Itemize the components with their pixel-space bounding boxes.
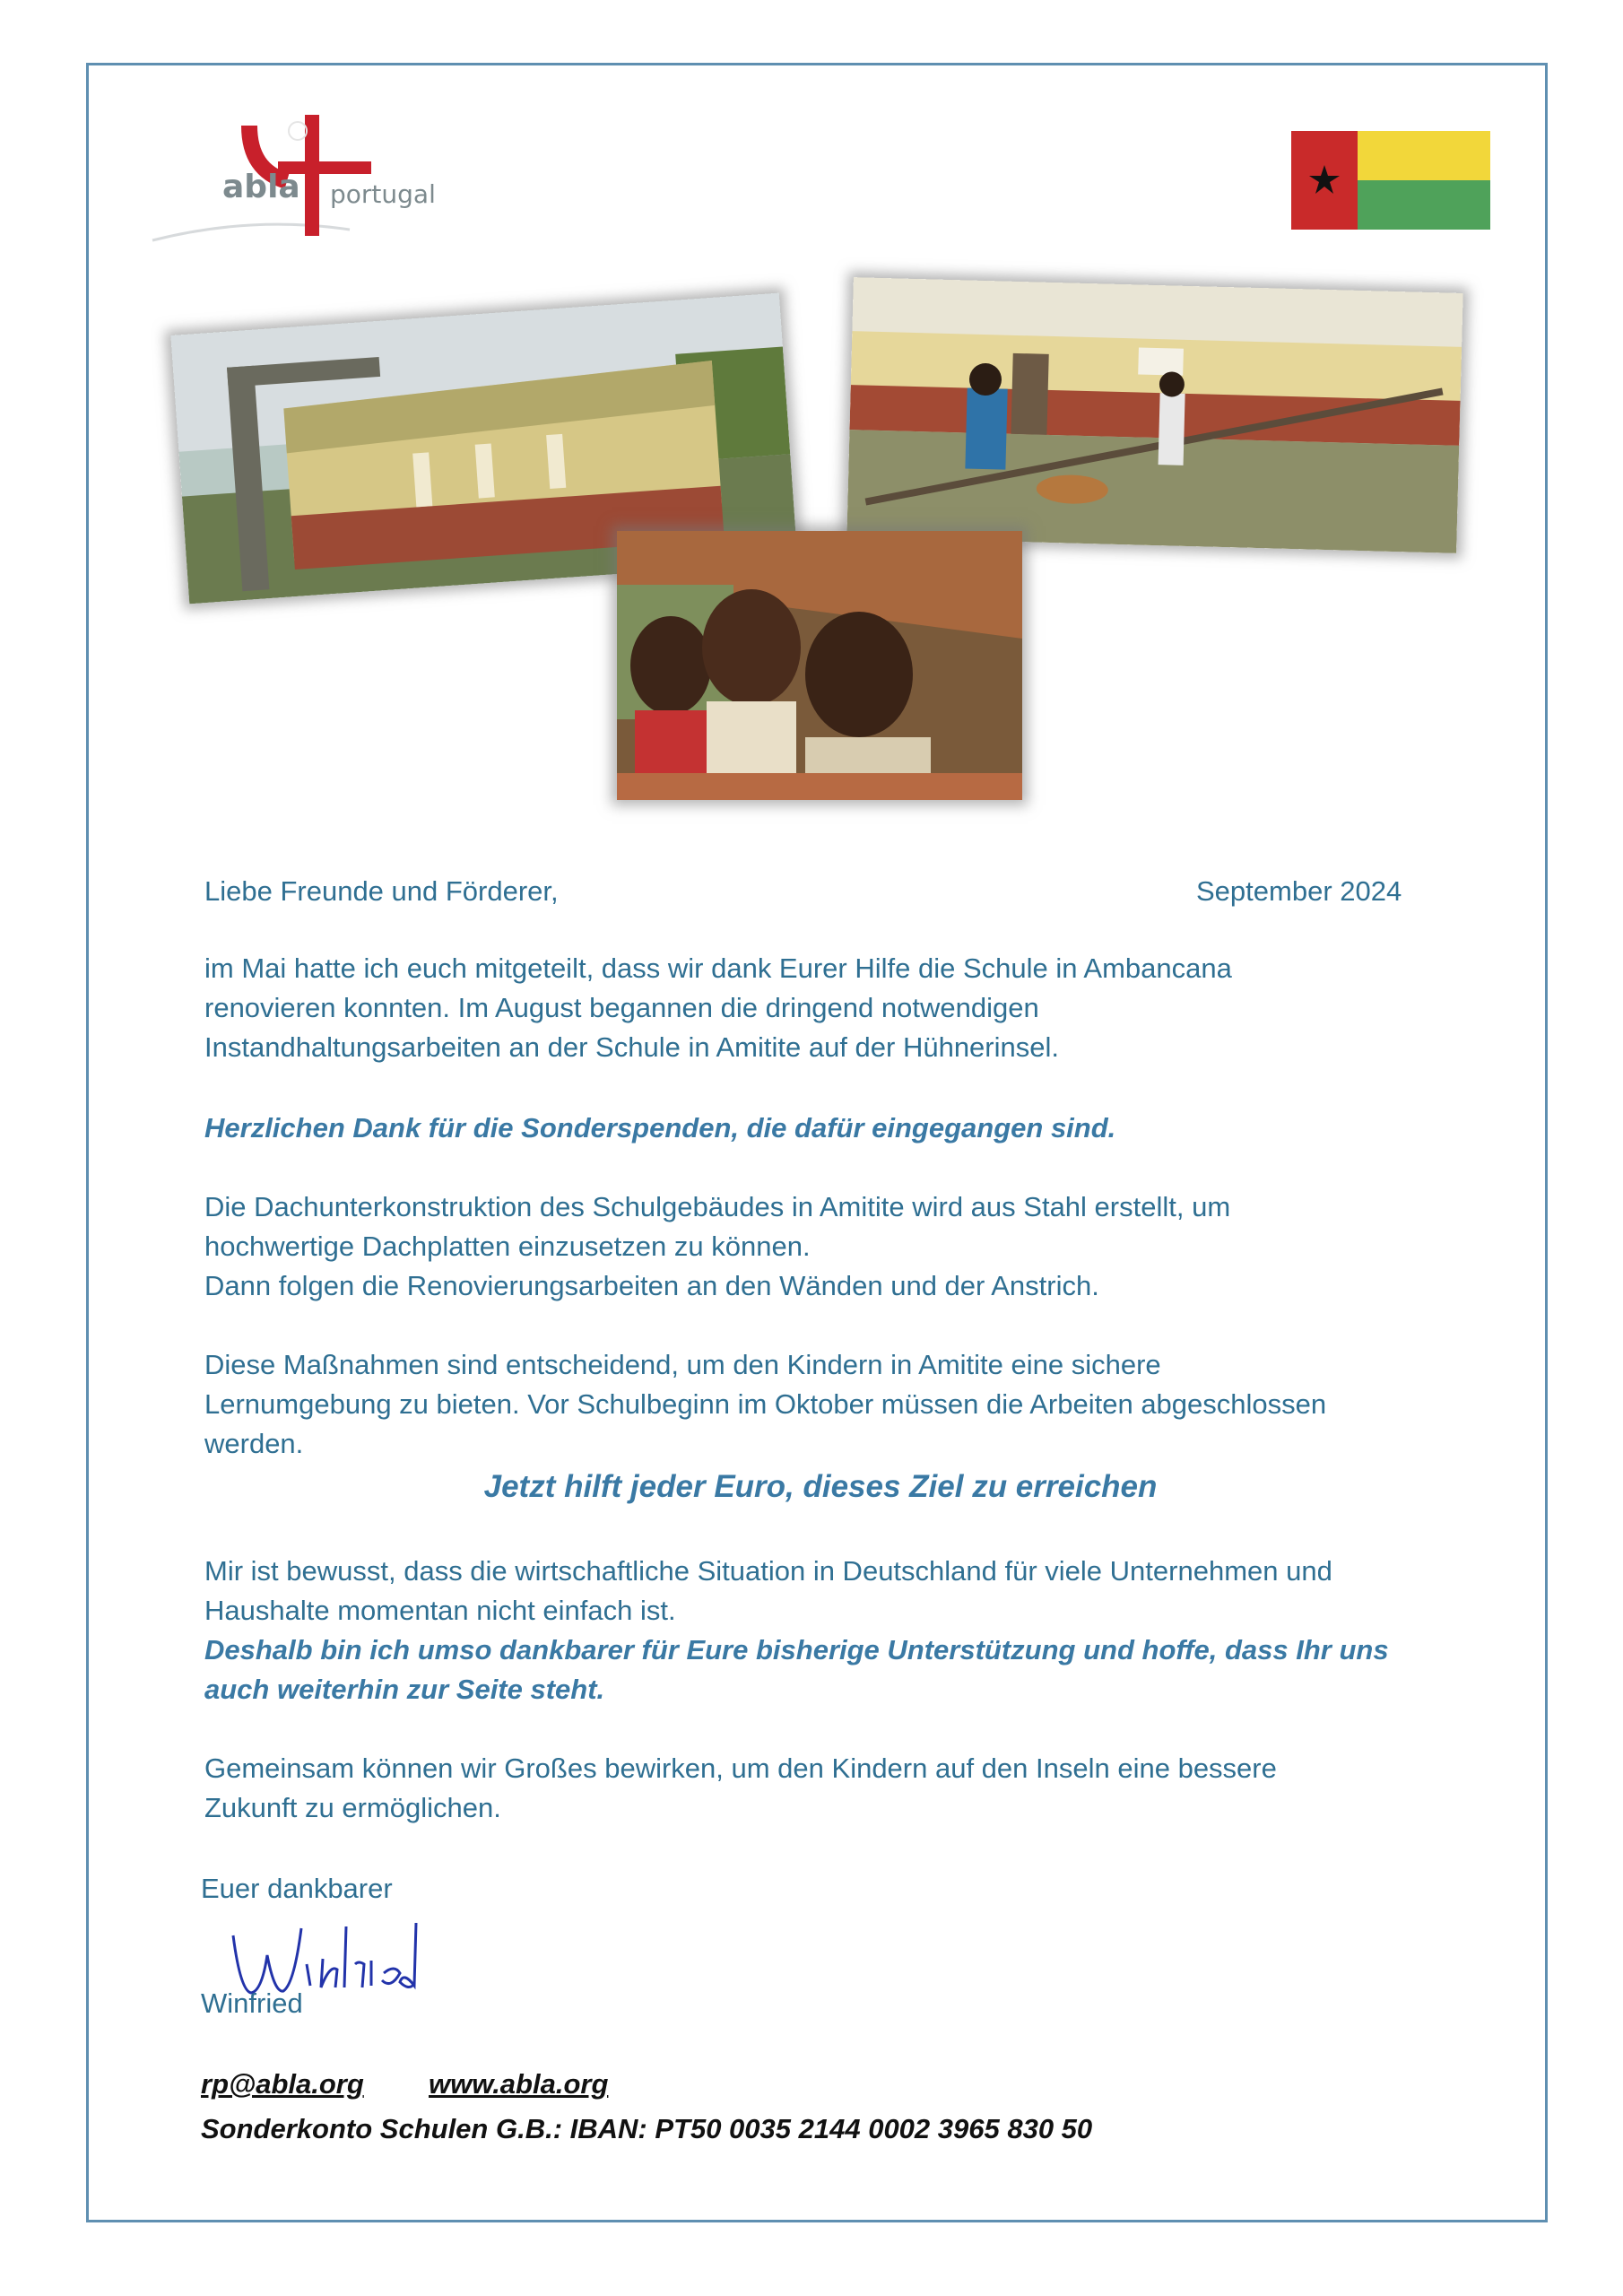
paragraph-2 [204, 1187, 1230, 1306]
paragraph-1-line: im Mai hatte ich euch mitgeteilt, dass wir dank Eurer Hilfe die Schule in Ambancana [204, 952, 1232, 984]
paragraph-1-line: Instandhaltungsarbeiten an der Schule in Amitite auf der Hühnerinsel. [204, 1031, 1059, 1063]
headline: Jetzt hilft jeder Euro, dieses Ziel zu erreichen [483, 1469, 1158, 1504]
letter-date: September 2024 [1196, 875, 1402, 907]
bank-account: Sonderkonto Schulen G.B.: IBAN: PT50 0035 2144 0002 3965 830 50 [201, 2113, 1093, 2144]
paragraph-1 [204, 949, 1232, 1067]
paragraph-4-line: Haushalte momentan nicht einfach ist. [204, 1595, 676, 1626]
paragraph-2-line: Dann folgen die Renovierungsarbeiten an den Wänden und der Anstrich. [204, 1270, 1099, 1301]
paragraph-5-line: Zukunft zu ermöglichen. [204, 1792, 501, 1823]
logo-brand: abla [222, 169, 300, 205]
paragraph-3 [204, 1345, 1326, 1464]
workers-construction-photo [846, 277, 1462, 553]
email-link[interactable]: rp@abla.org [201, 2068, 364, 2100]
paragraph-3-line: werden. [204, 1428, 304, 1459]
children-photo [617, 531, 1022, 800]
thanks-line: Herzlichen Dank für die Sonderspenden, die dafür eingegangen sind. [204, 1112, 1116, 1144]
paragraph-4-bold-line: auch weiterhin zur Seite steht. [204, 1674, 605, 1705]
paragraph-5-line: Gemeinsam können wir Großes bewirken, um den Kindern auf den Inseln eine bessere [204, 1752, 1277, 1784]
paragraph-4 [204, 1552, 1389, 1709]
paragraph-2-line: Die Dachunterkonstruktion des Schulgebäudes in Amitite wird aus Stahl erstellt, um [204, 1191, 1231, 1222]
paragraph-3-line: Diese Maßnahmen sind entscheidend, um den Kindern in Amitite eine sichere [204, 1349, 1161, 1380]
paragraph-1-line: renovieren konnten. Im August begannen die dringend notwendigen [204, 992, 1039, 1023]
paragraph-5 [204, 1749, 1277, 1828]
paragraph-4-bold-line: Deshalb bin ich umso dankbarer für Eure bisherige Unterstützung und hoffe, dass Ihr uns [204, 1634, 1389, 1665]
logo-country: portugal [330, 179, 436, 209]
greeting: Liebe Freunde und Förderer, [204, 875, 559, 907]
guinea-bissau-flag [1291, 131, 1490, 230]
paragraph-2-line: hochwertige Dachplatten einzusetzen zu können. [204, 1231, 811, 1262]
signer-name: Winfried [201, 1987, 303, 2019]
closing: Euer dankbarer [201, 1873, 393, 1904]
website-link[interactable]: www.abla.org [429, 2068, 609, 2100]
paragraph-4-line: Mir ist bewusst, dass die wirtschaftliche Situation in Deutschland für viele Unternehmen und [204, 1555, 1332, 1587]
abla-portugal-logo [143, 115, 466, 258]
paragraph-3-line: Lernumgebung zu bieten. Vor Schulbeginn im Oktober müssen die Arbeiten abgeschlossen [204, 1388, 1327, 1420]
